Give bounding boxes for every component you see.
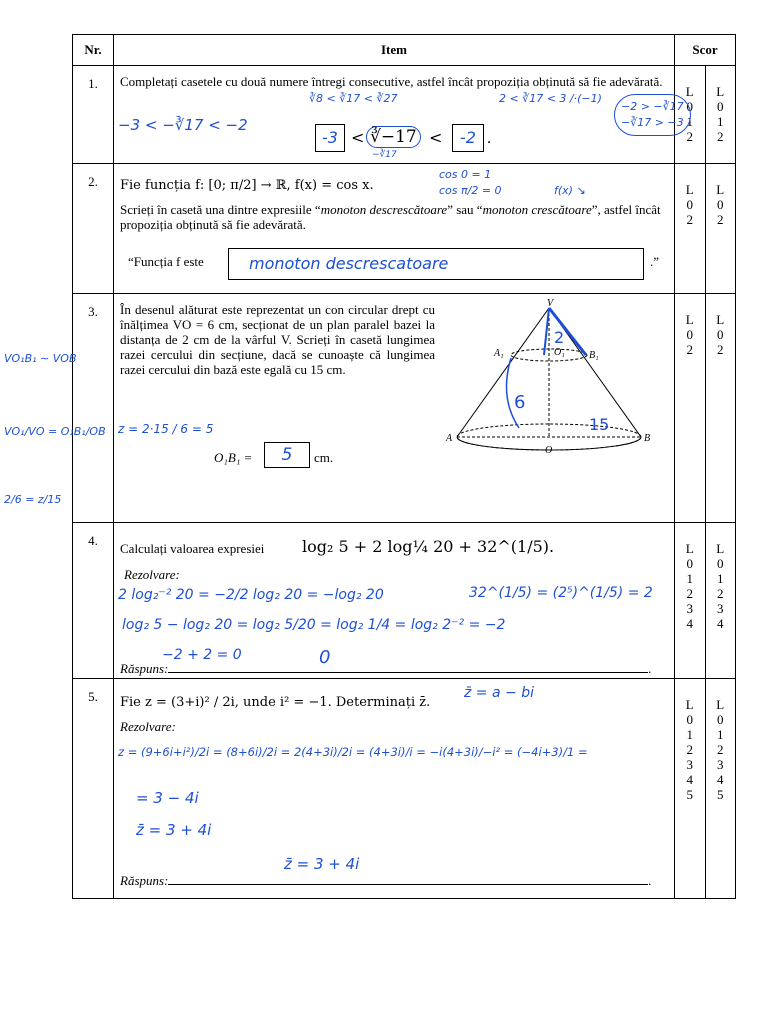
handwritten-note: z = 2·15 / 6 = 5 bbox=[118, 422, 214, 436]
handwritten-circled-note: −2 > −∛17 −∛17 > −3 bbox=[614, 94, 691, 136]
item-content-5 bbox=[114, 679, 675, 899]
item-row-3 bbox=[73, 294, 736, 523]
answer-label: O₁B₁ = bbox=[214, 450, 253, 465]
radical-expression: ∛−17 bbox=[366, 126, 421, 148]
handwritten-note: cos π/2 = 0 bbox=[439, 184, 502, 197]
margin-note: VO₁B₁ ∼ VOB bbox=[4, 352, 77, 365]
period: . bbox=[487, 130, 491, 147]
cone-edge bbox=[457, 308, 549, 437]
function-definition: Fie funcția f: [0; π/2] → ℝ, f(x) = cos x. bbox=[120, 178, 374, 193]
header-item: Item bbox=[114, 35, 675, 66]
label-O: O bbox=[545, 445, 553, 456]
cone-figure bbox=[444, 298, 669, 468]
score-column: L02 bbox=[705, 294, 736, 523]
answer-box[interactable]: monoton descrescatoare bbox=[228, 248, 644, 280]
item-number: 5. bbox=[88, 689, 98, 704]
handwritten-step: z = (9+6i+i²)/2i = (8+6i)/2i = 2(4+3i)/2i = (4+3i)/i = −i(4+3i)/−i² = (−4i+3)/1 = bbox=[118, 745, 588, 759]
handwritten-answer: z̄ = 3 + 4i bbox=[284, 855, 360, 873]
handwritten-step: = 3 − 4i bbox=[136, 789, 199, 807]
item-text: În desenul alăturat este reprezentat un con circular drept cu înălțimea VO = 6 cm, secționat de un plan paralel bazei la distanța de 2 cm de la vârful V. Scrieți în casetă lungimea razei cercului din secțiune, dacă se cunoaște că lungimea razei cercului din bază este egală cu 15 cm. bbox=[120, 302, 435, 377]
answer-box-left[interactable]: -3 bbox=[315, 124, 345, 152]
score-column: L02 bbox=[675, 164, 706, 294]
handwritten-note: z̄ = a − bi bbox=[464, 685, 534, 701]
answer-box[interactable]: 5 bbox=[264, 442, 310, 468]
answer-box-right[interactable]: -2 bbox=[452, 124, 484, 152]
item-row-5 bbox=[73, 679, 736, 899]
statement-prefix: “Funcția f este bbox=[128, 254, 204, 269]
handwritten-step: log₂ 5 − log₂ 20 = log₂ 5/20 = log₂ 1/4 = log₂ 2⁻² = −2 bbox=[122, 617, 506, 633]
margin-note: 2/6 = z/15 bbox=[4, 493, 62, 506]
item-content-4 bbox=[114, 523, 675, 679]
item-text: Scrieți în casetă una dintre expresiile “monoton descrescătoare” sau “monoton crescătoare”, astfel încât propoziția obținută să fie adevărată. bbox=[120, 202, 661, 232]
item-row-4 bbox=[73, 523, 736, 679]
score-column: L01234 bbox=[705, 523, 736, 679]
score-column: L01234 bbox=[675, 523, 706, 679]
handwritten-two: 2 bbox=[554, 328, 565, 347]
rezolvare-label: Rezolvare: bbox=[124, 567, 180, 582]
label-V: V bbox=[547, 298, 554, 309]
handwritten-note: 2 < ∛17 < 3 /·(−1) bbox=[499, 92, 602, 105]
item-number: 4. bbox=[88, 533, 98, 548]
statement-suffix: .” bbox=[650, 254, 660, 269]
item-row-2 bbox=[73, 164, 736, 294]
score-column: L012 bbox=[705, 66, 736, 164]
unit-label: cm. bbox=[314, 450, 334, 465]
label-A1: A₁ bbox=[494, 348, 504, 359]
item-content-3 bbox=[114, 294, 675, 523]
handwritten-six: 6 bbox=[514, 392, 526, 413]
handwritten-step: −2 + 2 = 0 bbox=[162, 647, 242, 663]
margin-note: VO₁/VO = O₁B₁/OB bbox=[4, 425, 106, 438]
score-column: L012345 bbox=[705, 679, 736, 899]
less-than: < bbox=[351, 128, 365, 147]
item-number: 3. bbox=[88, 304, 98, 319]
handwritten-fifteen: 15 bbox=[589, 415, 610, 434]
handwritten-step: 32^(1/5) = (2⁵)^(1/5) = 2 bbox=[469, 585, 653, 601]
handwritten-note: f(x) ↘ bbox=[554, 184, 586, 197]
score-column: L02 bbox=[675, 294, 706, 523]
handwritten-note: cos 0 = 1 bbox=[439, 168, 492, 181]
handwritten-answer: 0 bbox=[319, 647, 331, 668]
handwritten-stroke bbox=[544, 308, 549, 355]
handwritten-note: ∛8 < ∛17 < ∛27 bbox=[309, 92, 398, 105]
score-column: L02 bbox=[705, 164, 736, 294]
expression: log₂ 5 + 2 log¼ 20 + 32^(1/5). bbox=[302, 537, 555, 556]
less-than: < bbox=[429, 128, 443, 147]
item-content-2 bbox=[114, 164, 675, 294]
handwritten-answer: −3 < −∛17 < −2 bbox=[118, 116, 248, 134]
item-text: Calculați valoarea expresiei bbox=[120, 541, 265, 556]
label-O1: O₁ bbox=[554, 347, 565, 358]
handwritten-note: −∛17 bbox=[372, 150, 397, 160]
answer-line[interactable]: Răspuns: . bbox=[120, 873, 652, 888]
rezolvare-label: Rezolvare: bbox=[120, 719, 176, 734]
handwritten-step: 2 log₂⁻² 20 = −2/2 log₂ 20 = −log₂ 20 bbox=[118, 587, 384, 603]
item-number: 2. bbox=[88, 174, 98, 189]
answer-line[interactable]: Răspuns: . bbox=[120, 661, 652, 676]
header-nr: Nr. bbox=[73, 35, 114, 66]
label-B: B bbox=[644, 433, 651, 444]
item-text: Completați casetele cu două numere întregi consecutive, astfel încât propoziția obținută să fie adevărată. bbox=[120, 74, 663, 89]
exam-table bbox=[72, 34, 736, 899]
header-row bbox=[73, 35, 736, 66]
score-column: L012345 bbox=[675, 679, 706, 899]
item-content-1 bbox=[114, 66, 684, 164]
item-text: Fie z = (3+i)² / 2i, unde i² = −1. Determinați z̄. bbox=[120, 695, 431, 710]
label-A: A bbox=[446, 433, 453, 444]
label-B1: B₁ bbox=[589, 350, 599, 361]
item-row-1 bbox=[73, 66, 736, 164]
score-column: L012 bbox=[675, 66, 706, 164]
header-scor: Scor bbox=[675, 35, 736, 66]
handwritten-step: z̄ = 3 + 4i bbox=[136, 821, 212, 839]
item-number: 1. bbox=[88, 76, 98, 91]
